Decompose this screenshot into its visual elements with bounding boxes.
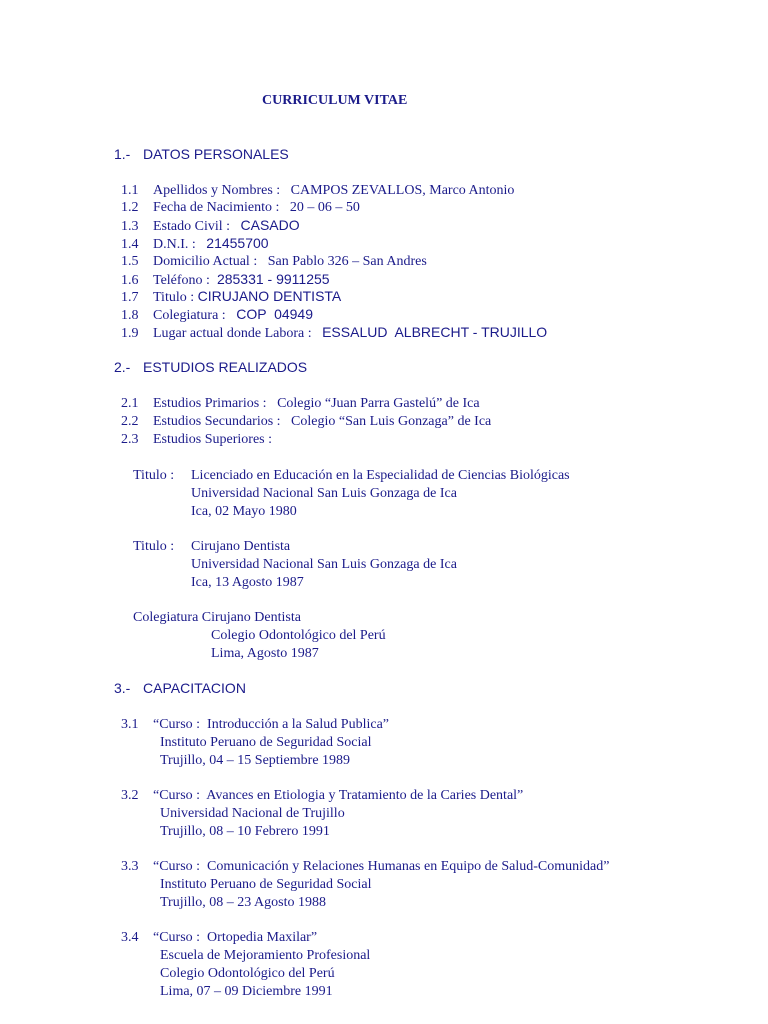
study-field [121, 413, 491, 430]
degree-line: Licenciado en Educación en la Especialidad de Ciencias Biológicas [191, 468, 570, 483]
field-label: Estudios Secundarios : [153, 414, 281, 429]
field-value: 285331 - 9911255 [216, 271, 330, 287]
course-title: “Curso : Comunicación y Relaciones Humanas en Equipo de Salud-Comunidad” [153, 859, 610, 874]
personal-field [121, 253, 427, 270]
section-3-heading [114, 680, 246, 697]
field-label: Estudios Primarios : [153, 396, 267, 411]
field-number: 1.9 [121, 326, 139, 341]
degree-line: Universidad Nacional San Luis Gonzaga de Ica [191, 557, 457, 572]
field-value: ESSALUD ALBRECHT - TRUJILLO [322, 324, 548, 340]
field-label: Domicilio Actual : [153, 254, 258, 269]
field-number: 2.1 [121, 396, 139, 411]
field-number: 2.3 [121, 432, 139, 447]
field-label: Colegiatura : [153, 308, 226, 323]
course-line: Instituto Peruano de Seguridad Social [160, 735, 372, 750]
course-line: Escuela de Mejoramiento Profesional [160, 948, 371, 963]
course-number: 3.2 [121, 788, 139, 803]
section-2-heading [114, 359, 307, 376]
course-line: Trujillo, 04 – 15 Septiembre 1989 [160, 753, 351, 768]
course-heading [121, 787, 523, 804]
course-number: 3.4 [121, 930, 139, 945]
field-label: Titulo : [153, 290, 195, 305]
registration-line: Lima, Agosto 1987 [211, 646, 319, 661]
field-value: San Pablo 326 – San Andres [267, 254, 427, 269]
study-field [121, 395, 480, 412]
field-number: 1.3 [121, 219, 139, 234]
section-1-heading [114, 146, 289, 163]
field-number: 1.1 [121, 183, 139, 198]
personal-field [121, 235, 269, 253]
personal-field [121, 182, 514, 199]
personal-field [121, 271, 330, 289]
section-number: 2.- [114, 359, 131, 375]
degree-label: Titulo : [133, 539, 175, 554]
registration-label: Colegiatura Cirujano Dentista [133, 610, 301, 625]
course-number: 3.1 [121, 717, 139, 732]
field-number: 1.8 [121, 308, 139, 323]
section-number: 1.- [114, 146, 131, 162]
section-title: CAPACITACION [143, 680, 246, 696]
field-value: 20 – 06 – 50 [289, 200, 360, 215]
field-number: 1.2 [121, 200, 139, 215]
field-label: Lugar actual donde Labora : [153, 326, 312, 341]
field-label: Teléfono : [153, 273, 210, 288]
personal-field [121, 288, 341, 306]
course-line: Colegio Odontológico del Perú [160, 966, 335, 981]
personal-field [121, 306, 313, 324]
field-number: 2.2 [121, 414, 139, 429]
field-value: Colegio “San Luis Gonzaga” de Ica [291, 414, 492, 429]
course-line: Lima, 07 – 09 Diciembre 1991 [160, 984, 333, 999]
personal-field [121, 217, 300, 235]
degree-label: Titulo : [133, 468, 175, 483]
field-number: 1.5 [121, 254, 139, 269]
field-value: CAMPOS ZEVALLOS, Marco Antonio [290, 183, 515, 198]
field-label: Fecha de Nacimiento : [153, 200, 280, 215]
degree-line: Universidad Nacional San Luis Gonzaga de Ica [191, 486, 457, 501]
field-label: Estudios Superiores : [153, 432, 272, 447]
field-number: 1.4 [121, 237, 139, 252]
field-value: COP 04949 [236, 306, 313, 322]
field-value: 21455700 [206, 235, 269, 251]
personal-field [121, 324, 547, 342]
field-label: Apellidos y Nombres : [153, 183, 281, 198]
degree-line: Ica, 13 Agosto 1987 [191, 575, 304, 590]
registration-line: Colegio Odontológico del Perú [211, 628, 386, 643]
field-number: 1.6 [121, 273, 139, 288]
study-field [121, 431, 272, 448]
field-value: Colegio “Juan Parra Gastelú” de Ica [277, 396, 480, 411]
section-title: ESTUDIOS REALIZADOS [143, 359, 308, 375]
course-line: Trujillo, 08 – 10 Febrero 1991 [160, 824, 330, 839]
course-line: Trujillo, 08 – 23 Agosto 1988 [160, 895, 326, 910]
course-heading [121, 858, 609, 875]
field-label: Estado Civil : [153, 219, 230, 234]
personal-field [121, 199, 360, 216]
course-heading [121, 929, 317, 946]
degree-line: Ica, 02 Mayo 1980 [191, 504, 297, 519]
field-value: CIRUJANO DENTISTA [197, 288, 342, 304]
section-title: DATOS PERSONALES [143, 146, 289, 162]
field-label: D.N.I. : [153, 237, 196, 252]
course-title: “Curso : Introducción a la Salud Publica” [153, 717, 389, 732]
course-title: “Curso : Avances en Etiologia y Tratamiento de la Caries Dental” [153, 788, 524, 803]
course-number: 3.3 [121, 859, 139, 874]
field-number: 1.7 [121, 290, 139, 305]
course-line: Instituto Peruano de Seguridad Social [160, 877, 372, 892]
field-value: CASADO [240, 217, 300, 233]
section-number: 3.- [114, 680, 131, 696]
course-line: Universidad Nacional de Trujillo [160, 806, 345, 821]
degree-line: Cirujano Dentista [191, 539, 291, 554]
document-title: CURRICULUM VITAE [262, 93, 408, 108]
course-title: “Curso : Ortopedia Maxilar” [153, 930, 318, 945]
course-heading [121, 716, 389, 733]
